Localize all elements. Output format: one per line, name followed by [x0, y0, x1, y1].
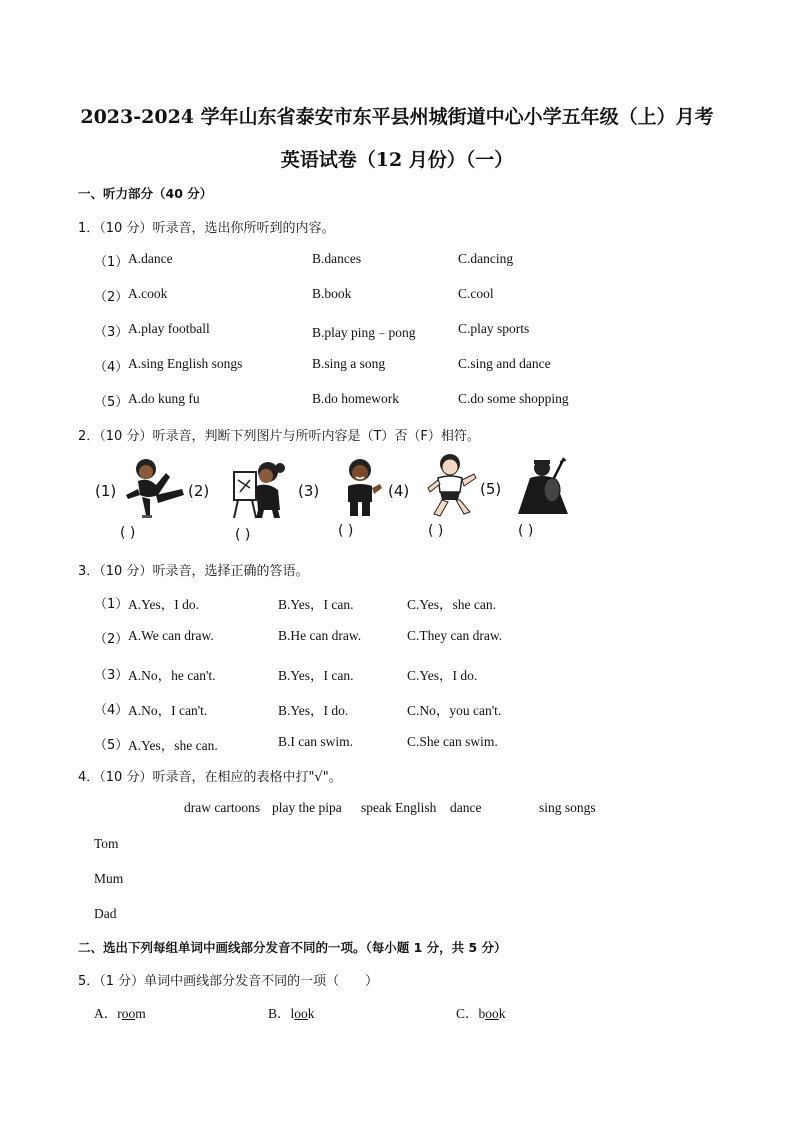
q5-option-b — [268, 1002, 315, 1022]
column-header: speak English — [361, 800, 437, 815]
q1-option-c: C.do some shopping — [458, 391, 569, 406]
question-2-stem: 2．（10 分）听录音，判断下列图片与所听内容是（T）否（F）相符。 — [78, 429, 480, 444]
q3-option-c: C.Yes，she can. — [407, 597, 497, 612]
column-header: dance — [450, 800, 482, 815]
boy-dancing-picture — [424, 452, 480, 518]
q3-item-num: （1） — [94, 597, 129, 612]
q1-option-b: B.play ping﹣pong — [312, 325, 416, 340]
q1-option-a: A.play football — [128, 321, 210, 336]
option-suffix: k — [498, 1006, 506, 1021]
column-header: play the pipa — [272, 800, 342, 815]
answer-blank-1[interactable]: ( ) — [120, 525, 136, 541]
q1-option-a: A.sing English songs — [128, 356, 243, 371]
girl-playing-pipa-picture — [514, 454, 576, 518]
q1-option-b: B.sing a song — [312, 356, 386, 371]
q3-option-b: B.Yes，I can. — [278, 597, 354, 612]
page-title-line1: 2023-2024 学年山东省泰安市东平县州城街道中心小学五年级（上）月考 — [80, 106, 714, 128]
underlined-letters: oo — [485, 1006, 499, 1021]
question-4-stem: 4．（10 分）听录音，在相应的表格中打"√"。 — [78, 770, 342, 785]
q1-option-a: A.dance — [128, 251, 173, 266]
underlined-letters: oo — [121, 1006, 136, 1021]
option-prefix: A．r — [94, 1006, 122, 1021]
boy-singing-picture — [340, 456, 384, 518]
kung-fu-boy-picture — [118, 455, 188, 520]
q3-item-num: （5） — [94, 738, 129, 753]
q1-option-c: C.dancing — [458, 251, 514, 266]
q1-item-num: （1） — [94, 255, 129, 270]
q3-option-b: B.I can swim. — [278, 734, 353, 749]
question-3-stem: 3．（10 分）听录音，选择正确的答语。 — [78, 564, 309, 579]
question-1-stem: 1．（10 分）听录音，选出你所听到的内容。 — [78, 221, 335, 236]
q1-option-a: A.do kung fu — [128, 391, 200, 406]
girl-drawing-picture — [228, 458, 292, 520]
answer-blank-5[interactable]: ( ) — [518, 523, 534, 539]
q3-item-num: （2） — [94, 632, 129, 647]
q3-option-a: A.Yes，I do. — [128, 597, 200, 612]
picture-label-2: (2) — [188, 482, 210, 500]
page-title-line2: 英语试卷（12 月份）（一） — [280, 149, 514, 171]
q1-option-b: B.dances — [312, 251, 362, 266]
q1-item-num: （2） — [94, 290, 129, 305]
q1-option-c: C.sing and dance — [458, 356, 551, 371]
answer-blank-2[interactable]: ( ) — [235, 527, 251, 543]
q1-option-b: B.do homework — [312, 391, 399, 406]
picture-label-1: (1) — [95, 482, 117, 500]
q3-option-a: A.No，I can't. — [128, 703, 208, 718]
q3-item-num: （3） — [94, 668, 129, 683]
q3-option-c: C.Yes，I do. — [407, 668, 478, 683]
option-prefix: C．b — [456, 1006, 486, 1021]
q3-option-a: A.No，he can't. — [128, 668, 216, 683]
q1-option-c: C.play sports — [458, 321, 530, 336]
row-label: Tom — [94, 836, 119, 851]
q3-option-b: B.He can draw. — [278, 628, 362, 643]
q3-option-a: A.Yes，she can. — [128, 738, 218, 753]
q1-item-num: （3） — [94, 325, 129, 340]
q3-option-c: C.They can draw. — [407, 628, 503, 643]
picture-label-3: (3) — [298, 482, 320, 500]
q3-option-b: B.Yes，I do. — [278, 703, 349, 718]
answer-blank-4[interactable]: ( ) — [428, 523, 444, 539]
option-suffix: m — [135, 1006, 146, 1021]
q1-item-num: （4） — [94, 360, 129, 375]
option-prefix: B．l — [268, 1006, 295, 1021]
option-suffix: k — [307, 1006, 315, 1021]
question-5-stem: 5．（1 分）单词中画线部分发音不同的一项（ ） — [78, 974, 379, 989]
answer-blank-3[interactable]: ( ) — [338, 523, 354, 539]
underlined-letters: oo — [294, 1006, 308, 1021]
row-label: Dad — [94, 906, 117, 921]
q3-option-c: C.She can swim. — [407, 734, 498, 749]
q3-item-num: （4） — [94, 703, 129, 718]
q3-option-a: A.We can draw. — [128, 628, 214, 643]
q5-option-c — [456, 1002, 506, 1022]
column-header: draw cartoons — [184, 800, 261, 815]
q1-item-num: （5） — [94, 395, 129, 410]
row-label: Mum — [94, 871, 124, 886]
q5-option-a — [94, 1002, 146, 1022]
q1-option-a: A.cook — [128, 286, 168, 301]
column-header: sing songs — [539, 800, 596, 815]
q3-option-c: C.No，you can't. — [407, 703, 502, 718]
picture-label-4: (4) — [388, 482, 410, 500]
q1-option-b: B.book — [312, 286, 352, 301]
q3-option-b: B.Yes，I can. — [278, 668, 354, 683]
section-heading-listening: 一、听力部分（40 分） — [78, 186, 213, 201]
picture-label-5: (5) — [480, 480, 502, 498]
q1-option-c: C.cool — [458, 286, 494, 301]
section-heading-pronunciation: 二、选出下列每组单词中画线部分发音不同的一项。（每小题 1 分，共 5 分） — [78, 940, 507, 955]
